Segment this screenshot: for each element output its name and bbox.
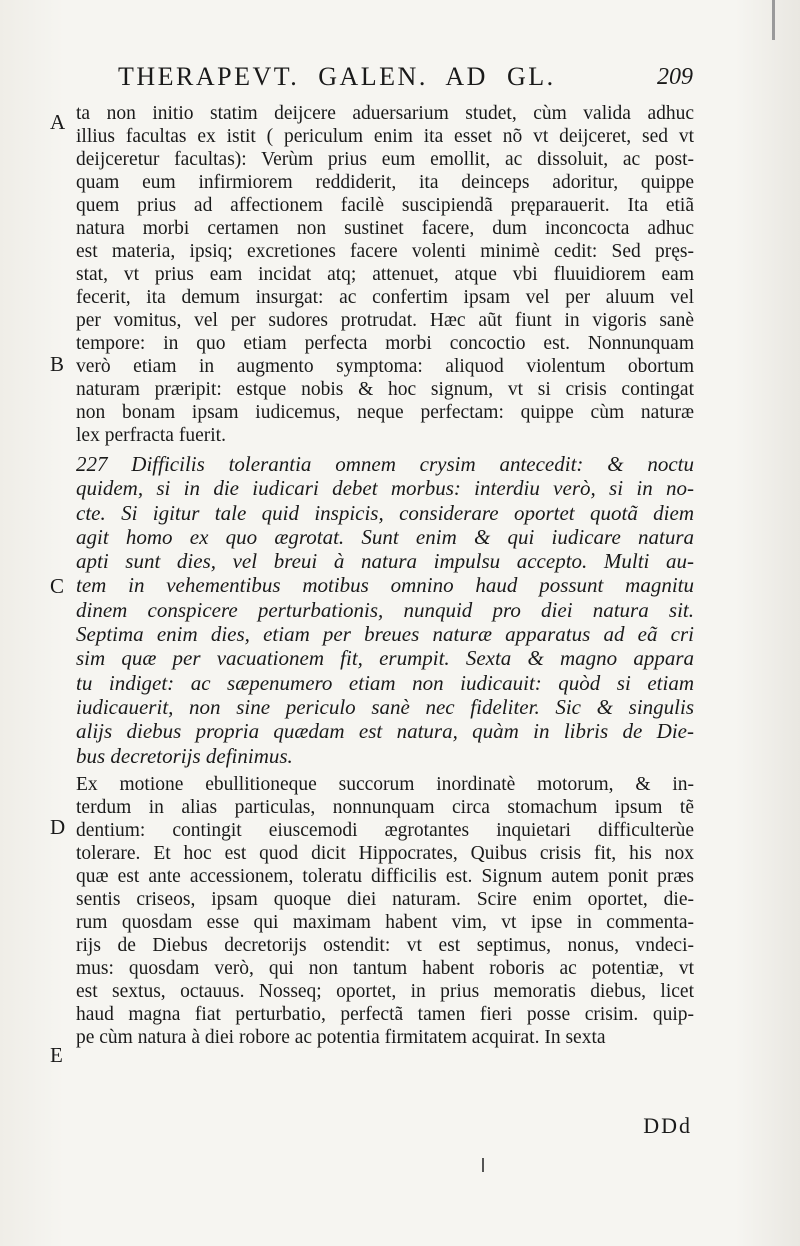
paragraph-1 [76,102,694,447]
paragraph-2-line: est sextus, octauus. Nosseq; oportet, in prius memoratis diebus, licet [76,980,694,1002]
aphorism-line: cte. Si igitur tale quid inspicis, considerare oportet quotã diem [76,500,694,525]
paragraph-1-line: illius facultas ex istit ( periculum enim ita esset nõ vt deijceret, sed vt [76,126,694,147]
paragraph-2 [76,773,694,1049]
aphorism-line: bus decretorijs definimus. [76,743,293,768]
aphorism-line: tu indiget: ac sæpenumero etiam non iudicauit: quòd si etiam [76,670,694,695]
aphorism-line: Septima enim dies, etiam per breues naturæ apparatus ad eã cri [76,622,694,647]
aphorism-line: sim quæ per vacuationem fit, erumpit. Sexta & magno appara [76,646,694,671]
paragraph-2-line: tolerare. Et hoc est quod dicit Hippocrates, Quibus crisis fit, his nox [76,842,694,864]
paragraph-2-line: mus: quosdam verò, qui non tantum habent roboris ac potentiæ, vt [76,957,694,979]
margin-letter-d: D [50,815,66,839]
aphorism-line: apti sunt dies, vel breui à natura impulsu accepto. Multi au- [76,549,694,574]
paragraph-2-line: sentis criseos, ipsam quoque diei naturam. Scire enim oportet, die- [76,888,694,910]
aphorism-line: 227 Difficilis tolerantia omnem crysim antecedit: & noctu [76,452,694,476]
printer-mark [482,1158,484,1172]
paragraph-1-line: non bonam ipsam iudicemus, neque perfectam: quippe cùm naturæ [76,402,694,423]
aphorism-line: tem in vehementibus motibus omnino haud possunt magnitu [76,573,694,598]
paragraph-1-line: est materia, ipsiq; excretiones facere volenti minimè cedit: Sed pręs- [76,241,694,262]
aphorism-line: quidem, si in die iudicari debet morbus: interdiu verò, si in no- [76,476,694,501]
paragraph-2-line: haud magna fiat perturbatio, perfectã tamen fieri posse crisim. quip- [76,1003,694,1025]
margin-letter-e: E [50,1043,63,1067]
paragraph-2-line: Ex motione ebullitioneque succorum inordinatè motorum, & in- [76,773,694,795]
aphorism-line: agit homo ex quo ægrotat. Sunt enim & qui iudicare natura [76,524,694,549]
aphorism-line: alijs diebus propria quædam est natura, quàm in libris de Die- [76,719,694,744]
page-edge-mark [772,0,775,40]
paragraph-1-line: quem prius ad affectionem facilè suscipiendã pręparauerit. Ita etiã [76,195,694,216]
page-header [118,62,693,96]
paragraph-1-line: lex perfracta fuerit. [76,425,226,446]
paragraph-1-line: ta non initio statim deijcere aduersarium studet, cùm valida adhuc [76,103,694,124]
paragraph-1-line: verò etiam in augmento symptoma: aliquod violentum obortum [76,356,694,377]
paragraph-1-line: stat, vt prius eam incidat atq; attenuet, atque vbi fluuidiorem eam [76,264,694,285]
paragraph-1-line: fecerit, ita demum insurgat: ac confertim ipsam vel per aluum vel [76,287,694,308]
margin-letter-c: C [50,574,65,598]
margin-letter-a: A [50,110,66,134]
aphorism-line: dinem conspicere perturbationis, nunquid pro diei natura sit. [76,597,694,622]
margin-letter-b: B [50,352,65,376]
paragraph-1-line: per vomitus, vel per sudores protrudat. Hæc aũt fiunt in vigoris sanè [76,310,694,331]
paragraph-2-line: pe cùm natura à diei robore ac potentia firmitatem acquirat. In sexta [76,1026,606,1048]
paragraph-1-line: natura morbi certamen non sustinet facere, dum inconcocta adhuc [76,218,694,239]
aphorism-line: iudicauerit, non sine periculo sanè nec fideliter. Sic & singulis [76,694,694,719]
main-text [76,102,694,1049]
running-head: THERAPEVT. GALEN. AD GL. [118,62,556,91]
paragraph-1-line: deijceretur facultas): Verùm prius eum emollit, ac dissoluit, ac post- [76,149,694,170]
aphorism-227 [76,452,694,768]
paragraph-1-line: tempore: in quo etiam perfecta morbi concoctio est. Nonnunquam [76,333,694,354]
paragraph-1-line: naturam præripit: estque nobis & hoc signum, vt si crisis contingat [76,379,694,400]
paragraph-2-line: rum quosdam esse qui maximam habent vim, vt ipse in commenta- [76,911,694,933]
paragraph-1-line: quam eum infirmiorem reddiderit, ita deinceps adoritur, quippe [76,172,694,193]
paragraph-2-line: quæ est ante accessionem, toleratu difficilis est. Signum autem ponit præs [76,865,694,887]
paragraph-2-line: terdum in alias particulas, nonnunquam circa stomachum ipsum tẽ [76,796,694,818]
paragraph-2-line: dentium: contingit eiuscemodi ægrotantes inquietari difficulterùe [76,819,694,841]
catchword: DDd [643,1113,692,1138]
page-number: 209 [657,64,693,90]
paragraph-2-line: rijs de Diebus decretorijs ostendit: vt est septimus, nonus, vndeci- [76,934,694,956]
